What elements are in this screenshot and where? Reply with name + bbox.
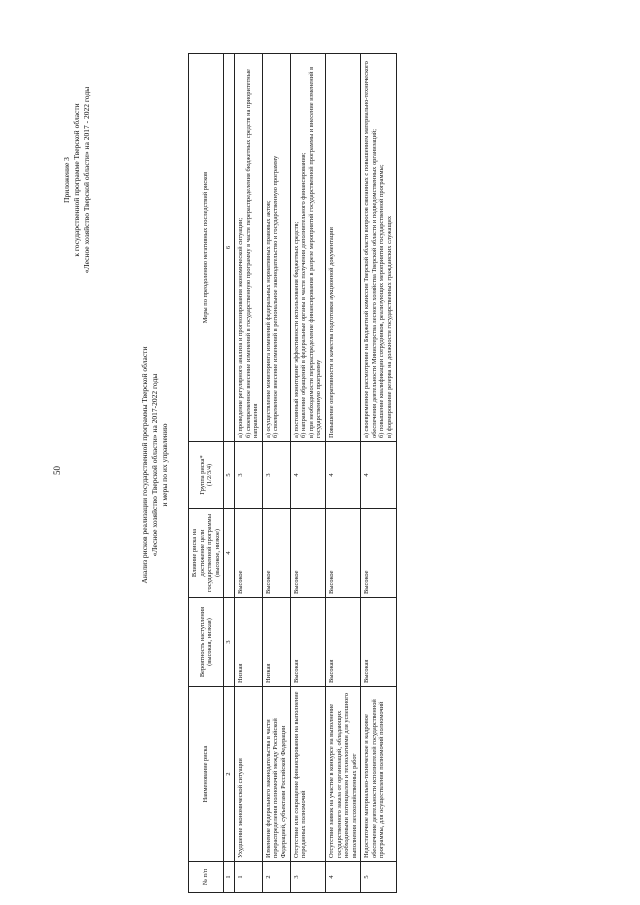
risk-probability: Высокая xyxy=(290,598,325,687)
risk-impact: Высокое xyxy=(325,509,360,598)
column-number: 5 xyxy=(224,442,235,509)
header-probability: Вероятность наступления (высокая, низкая) xyxy=(189,598,224,687)
risk-group: 3 xyxy=(262,442,290,509)
table-row xyxy=(325,54,360,893)
measure-item: а) проведение регулярного анализа и прогнозирования экономической ситуации; xyxy=(236,217,244,438)
table-row xyxy=(234,54,262,893)
risk-probability: Низкая xyxy=(234,598,262,687)
risk-group: 4 xyxy=(361,442,396,509)
risk-group: 4 xyxy=(290,442,325,509)
row-number: 5 xyxy=(361,862,396,893)
risk-measures xyxy=(361,54,396,442)
measure-item: а) постоянный мониторинг эффективности использования бюджетных средств; xyxy=(292,221,300,438)
risk-group: 3 xyxy=(234,442,262,509)
header-risk-name: Наименование риска xyxy=(189,687,224,862)
risk-measures xyxy=(290,54,325,442)
header-measures: Меры по преодолению негативных последствий рисков xyxy=(189,54,224,442)
title-line-1: Анализ рисков реализации государственной программы Тверской области xyxy=(140,346,149,584)
risk-measures xyxy=(234,54,262,442)
risk-name: Ухудшение экономической ситуации xyxy=(234,687,262,862)
title-line-3: и меры по их управлению xyxy=(160,423,169,507)
title-line-2: «Лесное хозяйство Тверской области» на 2017-2022 годы xyxy=(150,373,159,557)
risk-table xyxy=(188,53,397,893)
appendix-line-3: «Лесное хозяйство Тверской области» на 2017 - 2022 годы xyxy=(82,86,91,274)
risk-measures xyxy=(325,54,360,442)
measure-item: в) формирование резерва на должности государственных гражданских служащих xyxy=(386,215,394,438)
measure-item: б) своевременное внесение изменений в региональное законодательство и государственную программу xyxy=(272,155,280,438)
measure-item: б) повышение квалификации сотрудников, реализующих мероприятия государственной программы; xyxy=(378,164,386,438)
table-body xyxy=(234,54,396,893)
column-number: 4 xyxy=(224,509,235,598)
row-number: 4 xyxy=(325,862,360,893)
measure-item: а) осуществление мониторинга изменений федеральных нормативных правовых актов; xyxy=(264,200,272,438)
measure-item: а) своевременное рассмотрение на Бюджетной комиссии Тверской области вопросов связанных с повышением материально-технического обеспечения деятельности Министерства лесного хозяйства Тверской области и подведомственных организаций; xyxy=(363,61,378,438)
risk-impact: Высокое xyxy=(234,509,262,598)
risk-name: Недостаточное материально-техническое и кадровое обеспечение деятельности исполнителей государственной программы, для осуществления полномочий полномочий xyxy=(361,687,396,862)
row-number: 2 xyxy=(262,862,290,893)
measure-item: в) при необходимости перераспределение финансирования в разрезе мероприятий государственной программы и внесение изменений в государственную программу xyxy=(307,66,323,438)
risk-impact: Высокое xyxy=(361,509,396,598)
column-number: 2 xyxy=(224,687,235,862)
row-number: 3 xyxy=(290,862,325,893)
header-group: Группа риска* (1/2/3/4) xyxy=(189,442,224,509)
measure-item: б) своевременное внесение изменений в государственную программу в части перераспределения бюджетных средств на приоритетные направления xyxy=(244,69,260,438)
appendix-line-1: Приложение 3 xyxy=(62,157,71,203)
risk-probability: Высокая xyxy=(361,598,396,687)
table-row xyxy=(290,54,325,893)
risk-probability: Низкая xyxy=(262,598,290,687)
column-number: 6 xyxy=(224,54,235,442)
risk-impact: Высокое xyxy=(290,509,325,598)
measure-item: Повышение оперативности и качества подготовки аукционной документации xyxy=(327,227,335,438)
table-header-row xyxy=(189,54,224,893)
appendix-line-2: к государственной программе Тверской области xyxy=(72,103,81,257)
table-row xyxy=(361,54,396,893)
column-number: 3 xyxy=(224,598,235,687)
risk-group: 4 xyxy=(325,442,360,509)
column-number-row xyxy=(224,54,235,893)
header-num: № п/п xyxy=(189,862,224,893)
document-title xyxy=(140,205,170,725)
row-number: 1 xyxy=(234,862,262,893)
page-number: 50 xyxy=(52,466,62,475)
risk-name: Отсутствие или сокращение финансирования на выполнение переданных полномочий xyxy=(290,687,325,862)
column-number: 1 xyxy=(224,862,235,893)
table-row xyxy=(262,54,290,893)
risk-name: Отсутствие заявок на участие в конкурсе на выполнение государственного заказа от организаций, обладающих необходимыми потенциалом и технологиями для успешного выполнения лесохозяйственных работ xyxy=(325,687,360,862)
appendix-block xyxy=(62,15,92,345)
header-impact: Влияние риска на достижение цели государственной программы (высокое, низкое) xyxy=(189,509,224,598)
risk-measures xyxy=(262,54,290,442)
risk-name: Изменение федерального законодательства в части перераспределения полномочий между Российской Федерацией, субъектами Российской Федерации xyxy=(262,687,290,862)
measure-item: б) направление обращений в федеральные органы в части получения дополнительного финансирования; xyxy=(300,152,308,438)
risk-probability: Высокая xyxy=(325,598,360,687)
risk-impact: Высокое xyxy=(262,509,290,598)
